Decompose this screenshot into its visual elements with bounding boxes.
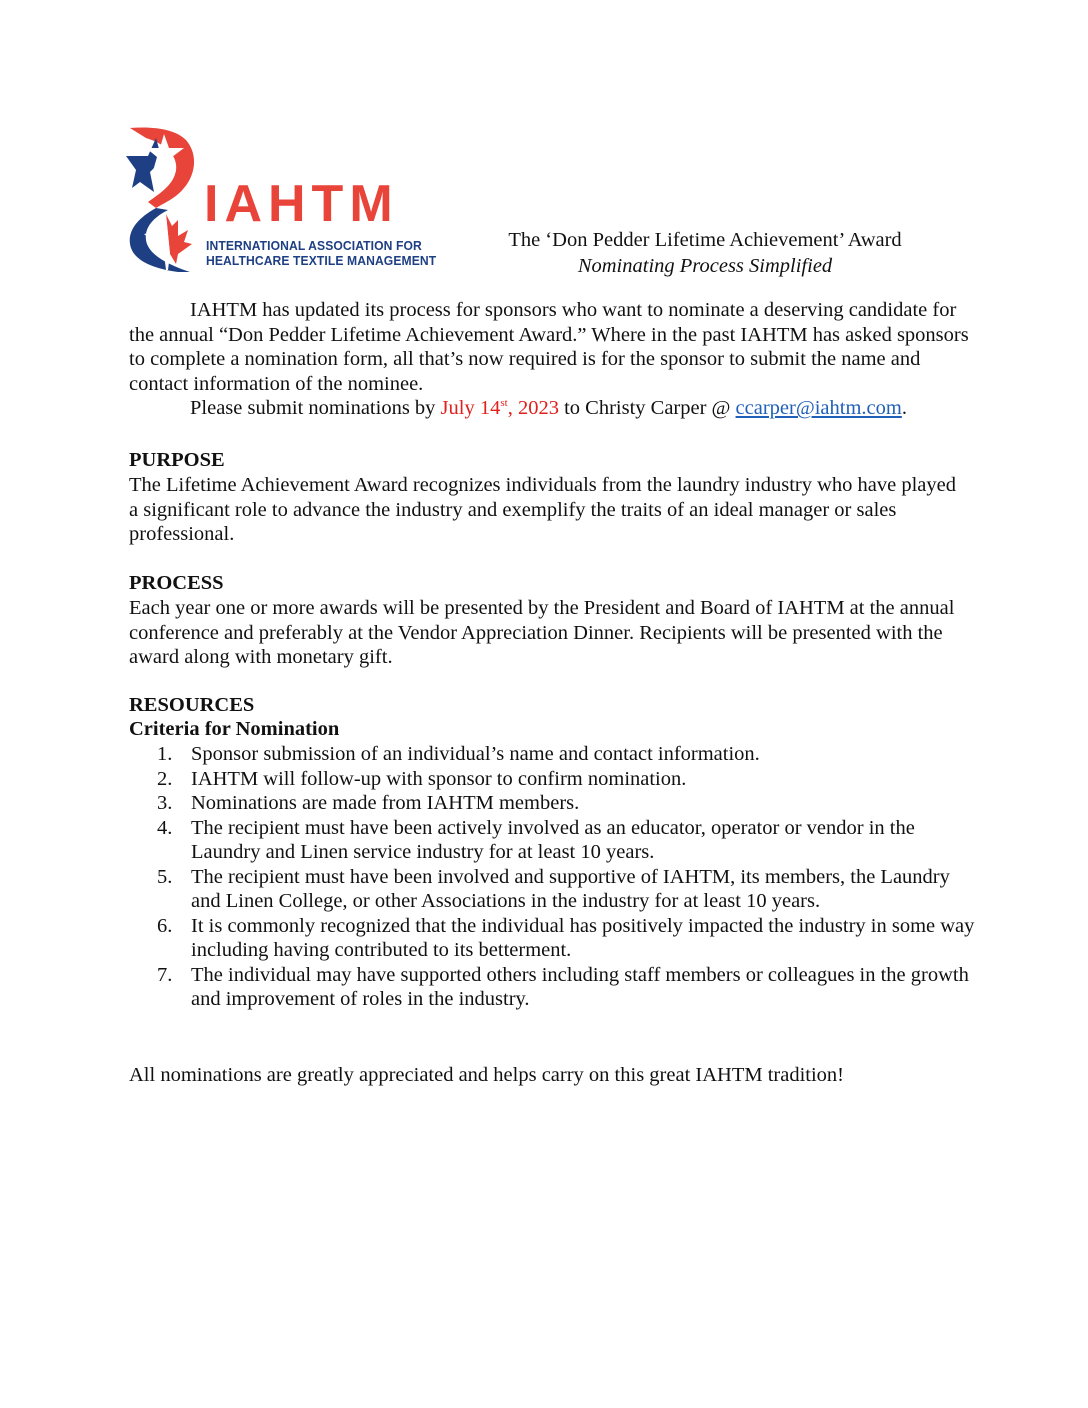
document-subtitle: Nominating Process Simplified [577, 255, 833, 277]
logo-subtitle-line1: INTERNATIONAL ASSOCIATION FOR [206, 238, 422, 253]
closing-statement: All nominations are greatly appreciated and helps carry on this great IAHTM tradition! [129, 1064, 844, 1086]
list-item [157, 767, 977, 792]
list-item [157, 963, 977, 1012]
deadline-ordinal: st [500, 397, 508, 410]
list-number: 5. [157, 865, 173, 888]
list-item [157, 816, 977, 865]
list-text: The recipient must have been actively involved as an educator, operator or vendor in the Laundry and Linen service industry for at least 10 years. [191, 816, 915, 863]
purpose-heading: PURPOSE [129, 449, 225, 471]
list-number: 4. [157, 816, 173, 839]
deadline-prefix: Please submit nominations by [190, 397, 441, 419]
list-item [157, 865, 977, 914]
list-text: The recipient must have been involved and supportive of IAHTM, its members, the Laundry and Linen College, or other Associations in the industry for at least 10 years. [191, 865, 950, 912]
criteria-list [157, 742, 977, 1012]
document-title: The ‘Don Pedder Lifetime Achievement’ Award [508, 229, 902, 251]
resources-heading: RESOURCES [129, 694, 255, 716]
list-item [157, 914, 977, 963]
list-number: 3. [157, 792, 173, 814]
process-heading: PROCESS [129, 572, 224, 594]
deadline-month-day: July 14 [440, 397, 501, 419]
deadline-date [441, 397, 559, 419]
logo-subtitle [206, 238, 436, 268]
logo-wordmark: IAHTM [204, 175, 399, 233]
list-number: 6. [157, 914, 173, 937]
flag-ribbon-icon [126, 126, 204, 274]
deadline-year: , 2023 [507, 397, 559, 419]
list-text: The individual may have supported others including staff members or colleagues in the growth and improvement of roles in the industry. [191, 963, 969, 1010]
logo-subtitle-line2: HEALTHCARE TEXTILE MANAGEMENT [206, 253, 437, 268]
email-link[interactable]: ccarper@iahtm.com [735, 397, 902, 419]
list-item [157, 791, 977, 816]
contact-prefix: to Christy Carper @ [558, 397, 736, 419]
process-text: Each year one or more awards will be presented by the President and Board of IAHTM at the annual conference and preferably at the Vendor Appreciation Dinner. Recipients will be presented with the award along with monetary gift. [129, 597, 955, 668]
criteria-subheading: Criteria for Nomination [129, 718, 340, 740]
list-text: Sponsor submission of an individual’s name and contact information. [191, 743, 760, 765]
list-item [157, 742, 977, 767]
list-number: 1. [157, 743, 173, 765]
intro-section [129, 298, 969, 421]
deadline-line [129, 396, 969, 421]
iahtm-logo [126, 126, 436, 274]
purpose-text: The Lifetime Achievement Award recognizes individuals from the laundry industry who have played a significant role to advance the industry and exemplify the traits of an ideal manager or sales professional. [129, 474, 956, 545]
list-text: IAHTM will follow-up with sponsor to confirm nomination. [191, 767, 687, 790]
list-text: It is commonly recognized that the individual has positively impacted the industry in some way including having contributed to its betterment. [191, 914, 975, 961]
intro-paragraph: IAHTM has updated its process for sponsors who want to nominate a deserving candidate for the annual “Don Pedder Lifetime Achievement Award.” Where in the past IAHTM has asked sponsors to complete a nomination form, all that’s now required is for the sponsor to submit the name and contact information of the nominee. [129, 299, 969, 395]
list-text: Nominations are made from IAHTM members. [191, 792, 580, 814]
end-punct: . [901, 397, 907, 419]
list-number: 2. [157, 767, 173, 790]
list-number: 7. [157, 963, 173, 986]
